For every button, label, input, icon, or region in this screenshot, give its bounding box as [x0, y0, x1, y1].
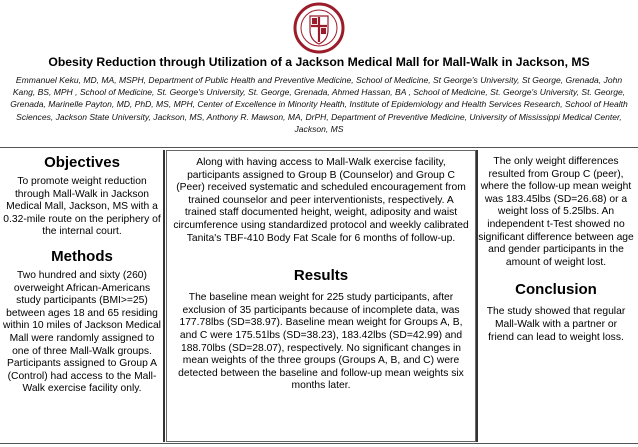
objectives-heading: Objectives	[44, 154, 120, 171]
author-affiliations: Emmanuel Keku, MD, MA, MSPH, Department of Public Health and Preventive Medicine, School of Medicine, St George's University, St George, Grenada, John Kang, BS, MPH , School of Medicine, St. George's University, St. George, Grenada, Ahmed Hassan, BA , School of Medicine, St. George's University, St. George, Grenada, Marinelle Payton, MD, PhD, MS, MPH, Center of Excellence in Minority Health, Institute of Epidemiology and Health Services Research, School of Health Sciences, Jackson State University, Jackson, MS, Anthony R. Mawson, MA, DrPH, Department of Preventive Medicine, University of Mississippi Medical Center, Jackson, MS	[10, 75, 628, 134]
poster-title: Obesity Reduction through Utilization of a Jackson Medical Mall for Mall-Walk in Jackson, MS	[48, 55, 590, 69]
conclusion-text: The study showed that regular Mall-Walk with a partner or friend can lead to weight loss.	[486, 306, 626, 343]
column-divider-left	[163, 150, 165, 442]
university-seal-icon	[288, 2, 350, 54]
results-continued-text: The only weight differences resulted from Group C (peer), where the follow-up mean weight was 183.45lbs (SD=26.68) or a weight loss of 5.25lbs. An independent t-Test showed no significant difference between age and gender participants in the amount of weight lost.	[478, 156, 634, 268]
objectives-text: To promote weight reduction through Mall-Walk in Jackson Medical Mall, Jackson, MS with a 0.32-mile route on the periphery of the internal court.	[3, 176, 161, 238]
methods-heading: Methods	[51, 247, 113, 265]
right-column	[478, 150, 634, 442]
results-heading: Results	[293, 267, 349, 285]
results-text: The baseline mean weight for 225 study participants, after exclusion of 35 participants because of incomplete data, was 177.78lbs (SD=38.97). Baseline mean weight for Groups A, B, and C were 175.51lbs (SD=38.23), 183.42lbs (SD=42.99) and 188.70lbs (SD=28.07), respectively. No significant changes in mean weights of the three groups (Groups A, B, and C) were detected between the baseline and follow-up mean weights six months later.	[178, 292, 464, 392]
methods-text: Two hundred and sixty (260) overweight African-Americans study participants (BMI>=25) between ages 18 and 65 residing within 10 miles of Jackson Medical Mall were randomly assigned to one of three Mall-Walk groups. Participants assigned to Group A (Control) had access to the Mall-Walk exercise facility only.	[3, 269, 161, 395]
middle-column	[166, 150, 476, 442]
conclusion-heading: Conclusion	[515, 281, 597, 299]
poster-header	[0, 0, 638, 147]
header-divider	[0, 147, 638, 148]
left-column	[2, 150, 162, 442]
footer-divider	[0, 443, 638, 444]
methods-continued-text: Along with having access to Mall-Walk exercise facility, participants assigned to Group B (Counselor) and Group C (Peer) received systematic and scheduled encouragement from trained counselor and peer interventionists, respectively. A trained staff documented height, weight, adiposity and waist circumference using standardized protocol and weekly calibrated Tanita's TBF-410 Body Fat Scale for 6 months of follow-up.	[173, 157, 469, 244]
